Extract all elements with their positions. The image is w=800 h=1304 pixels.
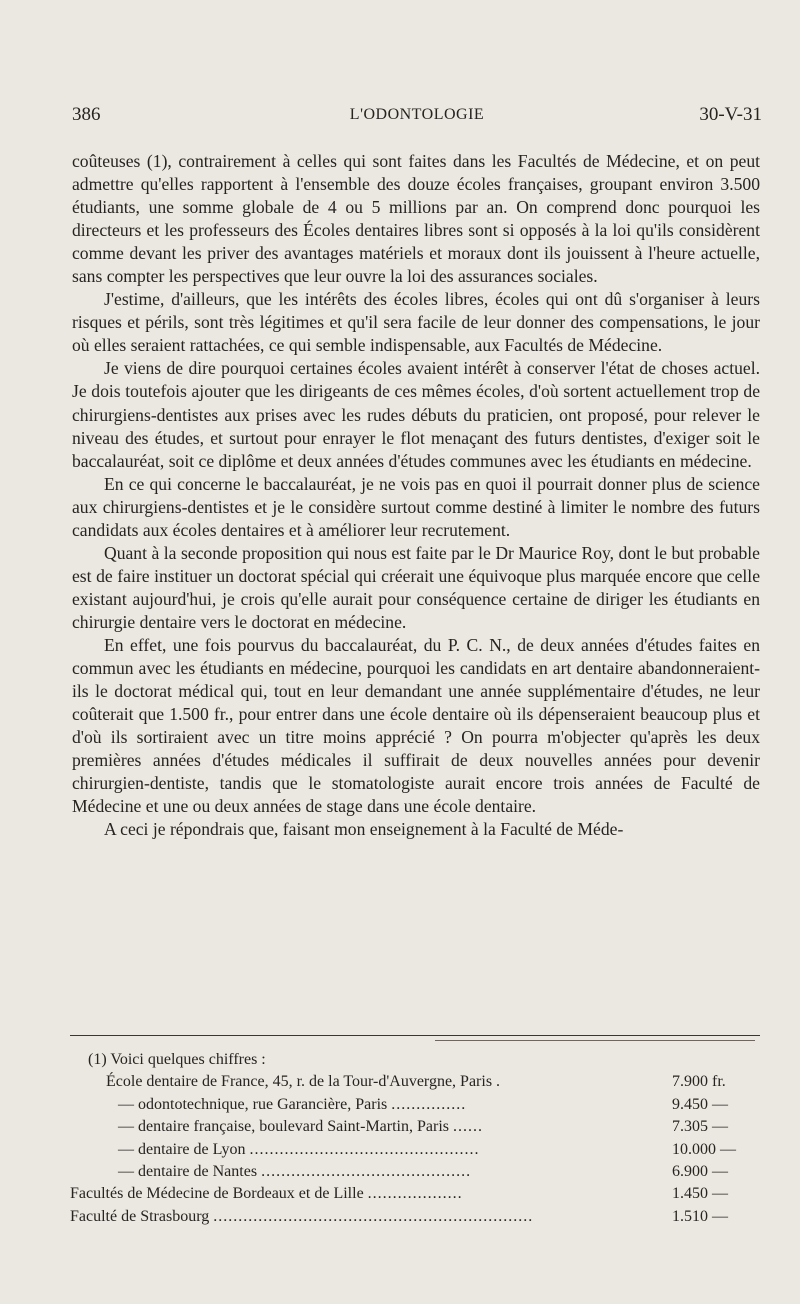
- paragraph: coûteuses (1), contrairement à celles qui sont faites dans les Facultés de Médecine, et on peut admettre qu'elles rapportent à l'ensemble des douze écoles françaises, groupant environ 3.500 étudiants, une somme globale de 4 ou 5 millions par an. On comprend donc pourquoi les directeurs et les professeurs des Écoles dentaires libres sont si opposés à la loi qu'ils considèrent comme devant les priver des avantages matériels et moraux dont ils jouissent à l'heure actuelle, sans compter les perspectives que leur ouvre la loi des assurances sociales.: [72, 151, 760, 287]
- footnote-row: [70, 1116, 760, 1138]
- footnote-row-label: — odontotechnique, rue Garancière, Paris: [118, 1095, 388, 1113]
- footnote-row-value: 1.450 —: [672, 1185, 728, 1203]
- footnote-row: [70, 1071, 760, 1093]
- footnote-row-value: 10.000 —: [672, 1140, 736, 1158]
- footnote-row-value: 7.305 —: [672, 1118, 728, 1136]
- footnote-divider: [70, 1035, 760, 1036]
- footnote-block: [70, 1049, 760, 1228]
- paragraph: En effet, une fois pourvus du baccalauréat, du P. C. N., de deux années d'études faites en commun avec les étudiants en médecine, pourquoi les candidats en art dentaire abandonneraient-ils le doctorat médical qui, tout en leur demandant une année supplémentaire d'études, ne leur coûterait que 1.500 fr., pour entrer dans une école dentaire où ils dépenseraient beaucoup plus et d'où ils sortiraient avec un titre moins apprécié ? On pourra m'objecter qu'après les deux premières années d'études médicales il suffirait de deux nouvelles années pour devenir chirurgien-dentiste, tandis que le stomatologiste aurait encore trois années de Faculté de Médecine et une ou deux années de stage dans une école dentaire.: [72, 634, 760, 817]
- footnote-row-leader: ................................................................: [213, 1207, 534, 1225]
- footnote-row-value: 1.510 —: [672, 1207, 728, 1225]
- paragraph: A ceci je répondrais que, faisant mon enseignement à la Faculté de Méde-: [104, 819, 624, 840]
- footnote-intro: (1) Voici quelques chiffres :: [88, 1051, 266, 1068]
- footnote-row-label: — dentaire de Lyon: [118, 1140, 246, 1158]
- footnote-row-label: Facultés de Médecine de Bordeaux et de Lille: [70, 1185, 364, 1203]
- footnote-row: [70, 1183, 760, 1205]
- footnote-row: [70, 1139, 760, 1161]
- footnote-row-value: 9.450 —: [672, 1095, 728, 1113]
- footnote-row-leader: ...............: [391, 1095, 467, 1113]
- footnote-row: [70, 1094, 760, 1116]
- footnote-row-leader: ..............................................: [249, 1140, 480, 1158]
- issue-date: 30-V-31: [699, 104, 762, 125]
- page-number: 386: [72, 104, 101, 125]
- footnote-row-label: — dentaire française, boulevard Saint-Martin, Paris: [118, 1118, 449, 1136]
- journal-title: L'ODONTOLOGIE: [349, 106, 485, 123]
- article-body: [72, 150, 760, 841]
- footnote-row-label: Faculté de Strasbourg: [70, 1207, 210, 1225]
- paragraph: En ce qui concerne le baccalauréat, je ne vois pas en quoi il pourrait donner plus de science aux chirurgiens-dentistes et je le considère surtout comme destiné à limiter le nombre des futurs candidats aux écoles dentaires et à améliorer leur recrutement.: [72, 473, 760, 540]
- footnote-row-label: École dentaire de France, 45, r. de la Tour-d'Auvergne, Paris .: [106, 1073, 501, 1091]
- running-header: [72, 104, 762, 130]
- footnote-row-leader: ......: [453, 1118, 483, 1136]
- paragraph: Je viens de dire pourquoi certaines écoles avaient intérêt à conserver l'état de choses actuel. Je dois toutefois ajouter que les dirigeants de ces mêmes écoles, d'où sortent actuellement trop de chirurgiens-dentistes aux prises avec les rudes débuts du praticien, ont proposé, pour relever le niveau des études, et surtout pour enrayer le flot menaçant des futurs dentistes, d'exiger soit le baccalauréat, soit ce diplôme et deux années d'études communes avec les étudiants en médecine.: [72, 358, 760, 471]
- footnote-row-leader: ...................: [367, 1185, 463, 1203]
- footnote-row-leader: ..........................................: [261, 1162, 472, 1180]
- footnote-row-value: 6.900 —: [672, 1162, 728, 1180]
- footnote-row-label: — dentaire de Nantes: [118, 1162, 258, 1180]
- paragraph: Quant à la seconde proposition qui nous est faite par le Dr Maurice Roy, dont le but probable est de faire instituer un doctorat spécial qui créerait une équivoque plus marquée encore que celle existant aujourd'hui, je crois qu'elle aurait pour conséquence certaine de diriger les étudiants en chirurgie dentaire vers le doctorat en médecine.: [72, 542, 760, 632]
- footnote-row: [70, 1161, 760, 1183]
- footnote-divider-secondary: [435, 1040, 755, 1041]
- footnote-row: [70, 1206, 760, 1228]
- paragraph: J'estime, d'ailleurs, que les intérêts des écoles libres, écoles qui ont dû s'organiser à leurs risques et périls, sont très légitimes et qu'il sera facile de leur donner des compensations, le jour où elles seraient rattachées, ce qui semble indispensable, aux Facultés de Médecine.: [72, 289, 760, 356]
- footnote-row-value: 7.900 fr.: [672, 1073, 726, 1091]
